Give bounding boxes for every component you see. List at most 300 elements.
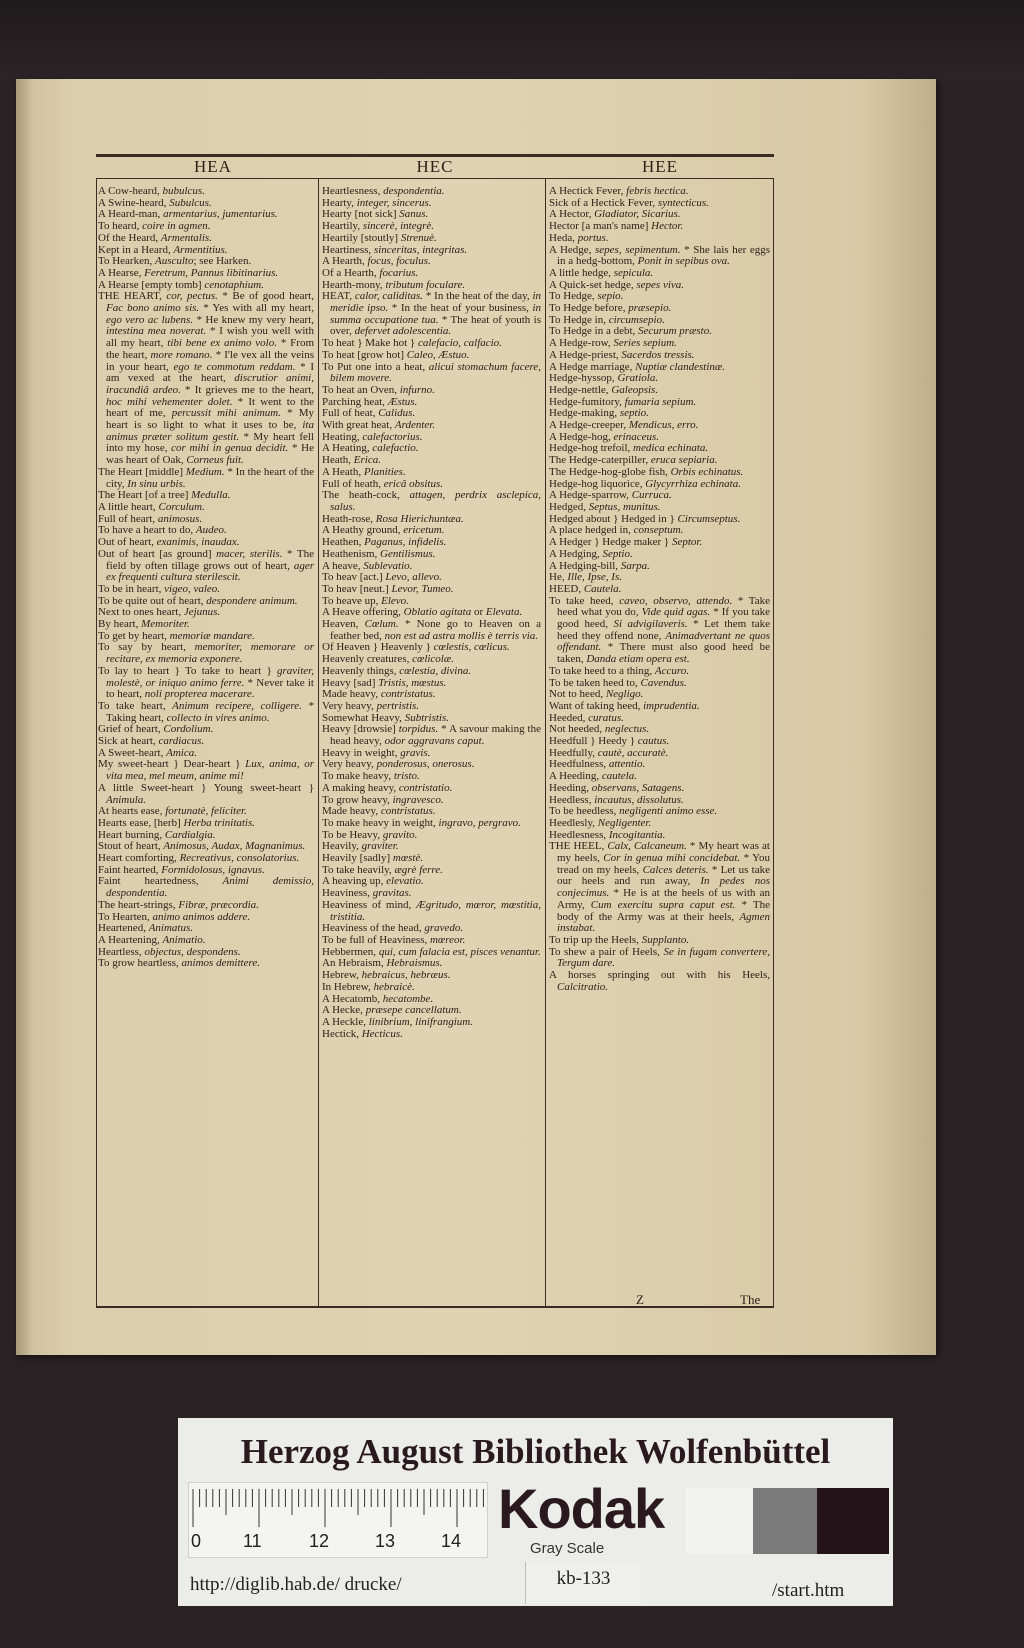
ruler-ticks [189, 1483, 487, 1533]
latin-gloss: Securum præsto. [638, 325, 712, 338]
latin-gloss: Subulcus. [169, 196, 212, 209]
latin-gloss: exanimis, inaudax. [156, 536, 240, 549]
latin-gloss: Animatio. [162, 934, 206, 946]
latin-gloss: Cardialgia. [164, 828, 216, 841]
english-headword: To lay to heart } To take to heart } [98, 664, 278, 677]
english-headword: Hearts ease, [herb] [98, 816, 184, 829]
english-headword: * In the heat of your business, [388, 302, 533, 315]
english-headword: * I'le vex all the veins in your heart, [106, 348, 315, 373]
english-headword: * Taking heart, [106, 699, 314, 724]
running-head-middle: HEC [416, 157, 454, 176]
latin-gloss: Lux, anima, or vita mea, mel meum, anime mi! [106, 758, 314, 783]
english-headword: To make heavy in weight, [322, 816, 439, 829]
english-headword: A little Sweet-heart } Young sweet-heart } [98, 781, 314, 794]
english-headword: Stout of heart, [98, 840, 164, 853]
column-right [549, 186, 770, 994]
english-headword: Kept in a Heard, [98, 243, 174, 256]
catchword: The [740, 1292, 761, 1307]
english-headword: A Heartening, [98, 934, 163, 946]
english-headword: A Quick-set hedge, [549, 278, 637, 291]
latin-gloss: Cordolium. [163, 723, 214, 736]
english-headword: A place hedged in, [549, 524, 634, 537]
latin-gloss: Si advigilaveris. [613, 618, 688, 631]
english-headword: Hearty [not sick] [322, 208, 400, 221]
latin-gloss: collecto in vires animo. [166, 711, 270, 724]
latin-gloss: Cautela. [583, 582, 622, 595]
column-left [98, 186, 314, 970]
english-headword: Heaviness of the head, [322, 922, 425, 935]
english-headword: Heartless, [98, 945, 145, 958]
latin-gloss: curatus. [588, 711, 624, 724]
dictionary-entry [98, 958, 314, 970]
english-headword: Heedfulness, [549, 758, 609, 771]
english-headword: Hedge-making, [549, 407, 620, 420]
english-headword: Heavy [sad] [322, 676, 379, 689]
english-headword: In Hebrew, [322, 980, 374, 993]
latin-gloss: tributum foculare. [385, 278, 466, 291]
latin-gloss: hecatombe. [382, 992, 434, 1005]
english-headword: To have a heart to do, [98, 524, 196, 537]
dictionary-entry [98, 759, 314, 782]
latin-gloss: syntecticus. [657, 196, 709, 209]
latin-gloss: Oblatio agitata [403, 606, 472, 619]
dictionary-entry [98, 783, 314, 806]
english-headword: * Let them take heed they offend none, [557, 618, 771, 642]
english-headword: A little hedge, [549, 266, 614, 279]
latin-gloss: percussit mihi animum. [171, 407, 281, 420]
english-headword: The Hedge-caterpiller, [549, 454, 651, 467]
latin-gloss: despondere animum. [206, 594, 298, 607]
english-headword: A Heath, [322, 465, 364, 478]
english-headword: Hedge-nettle, [549, 383, 612, 396]
latin-gloss: Incogitantia. [608, 828, 666, 841]
latin-gloss: odor aggravans caput. [384, 735, 485, 748]
english-headword: Heartened, [98, 922, 149, 935]
latin-gloss: præsepio. [628, 302, 672, 315]
latin-gloss: mœstè. [392, 852, 424, 865]
latin-gloss: ager ex frequenti cultura sterilescit. [106, 559, 314, 584]
latin-gloss: Medium. [185, 465, 225, 478]
latin-gloss: despondentia. [383, 185, 445, 197]
latin-gloss: Tristis, mœstus. [378, 676, 447, 689]
english-headword: A Cow-heard, [98, 185, 163, 197]
latin-gloss: Animatus. [148, 922, 194, 935]
latin-gloss: focus, foculus. [367, 255, 431, 268]
latin-gloss: Planities. [363, 465, 406, 478]
latin-gloss: Rosa Hierichuntæa. [375, 512, 464, 525]
latin-gloss: sinceritas, integritas. [373, 243, 468, 256]
latin-gloss: graviter. [361, 840, 399, 853]
english-headword: Hedge-fumitory, [549, 395, 625, 408]
latin-gloss: negligenti animo esse. [619, 805, 718, 818]
dictionary-entry [322, 900, 541, 923]
latin-gloss: Subtristis. [404, 711, 450, 724]
english-headword: A heave, [322, 559, 364, 572]
measurement-ruler [188, 1482, 488, 1558]
latin-gloss: sepes, sepimentum. [595, 243, 681, 256]
latin-gloss: Fibræ, præcordia. [178, 898, 259, 911]
latin-gloss: gravis. [400, 746, 431, 759]
latin-gloss: hebraicè. [373, 980, 415, 993]
latin-gloss: hebraicus, hebræus. [361, 969, 451, 982]
english-headword: A Hedging, [549, 547, 603, 560]
english-headword: A Hedge, [549, 243, 596, 256]
latin-gloss: tristo. [393, 770, 420, 783]
ruler-label: 13 [375, 1531, 396, 1551]
english-headword: Hearth-mony, [322, 278, 386, 291]
latin-gloss: Sacerdos tressis. [621, 348, 695, 361]
english-headword: Made heavy, [322, 688, 381, 701]
english-headword: Grief of heart, [98, 723, 164, 736]
latin-gloss: cardiacus. [158, 735, 205, 748]
english-headword: To be in heart, [98, 582, 165, 595]
latin-gloss: observans, Satagens. [591, 781, 685, 794]
english-headword: He, [549, 571, 568, 584]
english-headword: Heavy in weight, [322, 746, 401, 759]
latin-gloss: Animosus, Audax, Magnanimus. [163, 840, 306, 853]
latin-gloss: Corneus fuit. [186, 454, 244, 467]
latin-gloss: memoriter, memorare or recitare, ex memoria exponere. [106, 641, 314, 666]
english-headword: To be full of Heaviness, [322, 934, 430, 946]
english-headword: Heedlesness, [549, 828, 609, 841]
latin-gloss: gravitas. [372, 887, 412, 900]
latin-gloss: Strenuè. [400, 231, 437, 244]
english-headword: Heaven, [322, 618, 365, 631]
english-headword: or [471, 606, 486, 619]
english-headword: A heaving up, [322, 875, 387, 888]
latin-gloss: caveo, observo, attendo. [619, 594, 733, 607]
latin-gloss: Caleo, Æstuo. [406, 348, 470, 361]
english-headword: * In the heat of the day, [423, 290, 533, 303]
english-headword: To take heavily, [322, 863, 395, 876]
latin-gloss: defervet adolescentia. [354, 325, 452, 338]
english-headword: Heavily [sadly] [322, 852, 393, 865]
latin-gloss: cautè, accuratè. [597, 746, 669, 759]
latin-gloss: calefacio, calfacio. [417, 337, 502, 350]
english-headword: To make heavy, [322, 770, 394, 783]
latin-gloss: neglectus. [604, 723, 650, 736]
dictionary-entry [549, 970, 770, 993]
latin-gloss: ingravesco. [392, 793, 444, 806]
latin-gloss: Sublevatio. [363, 559, 413, 572]
english-headword: To Hedge in, [549, 313, 609, 326]
english-headword: Very heavy, [322, 699, 377, 712]
english-headword: To take heart, [98, 699, 173, 712]
english-headword: To get by heart, [98, 629, 170, 642]
dictionary-entry [322, 724, 541, 747]
latin-gloss: Circumseptus. [677, 512, 741, 525]
latin-gloss: sepicula. [613, 266, 654, 279]
latin-gloss: Gratiola. [617, 372, 659, 385]
latin-gloss: attagen, perdrix asclepica, salus. [330, 489, 541, 513]
ruler-label: 14 [441, 1531, 462, 1551]
english-headword: A Heard-man, [98, 208, 164, 221]
latin-gloss: fumaria sepium. [624, 395, 697, 408]
english-headword: * From the heart, [106, 337, 314, 361]
english-headword: Heda, [549, 231, 578, 244]
ruler-label: 0 [191, 1531, 202, 1551]
english-headword: * It grieves me to the heart, [180, 383, 315, 396]
gray-scale-caption: Gray Scale [530, 1540, 605, 1557]
latin-gloss: eruca sepiaria. [650, 454, 718, 467]
english-headword: An Hebraism, [322, 957, 387, 970]
latin-gloss: Audeo. [195, 524, 227, 537]
english-headword: To be quite out of heart, [98, 594, 207, 607]
latin-gloss: imprudentia. [643, 699, 700, 712]
english-headword: Heartily [stoutly] [322, 231, 401, 244]
english-headword: Full of heart, [98, 512, 158, 525]
english-headword: A Hedge-priest, [549, 348, 622, 361]
latin-gloss: Amica. [166, 746, 197, 759]
english-headword: A Hedger } Hedge maker } [549, 536, 672, 549]
english-headword: Very heavy, [322, 758, 377, 771]
english-headword: A Hedge-row, [549, 337, 614, 350]
latin-gloss: Se in fugam convertere, Tergum dare. [557, 945, 770, 970]
english-headword: To Hearken, [98, 255, 155, 268]
english-headword: Want of taking heed, [549, 699, 644, 712]
latin-gloss: contristatus. [380, 805, 436, 818]
latin-gloss: noli propterea macerare. [144, 688, 255, 701]
ruler-label: 12 [309, 1531, 330, 1551]
latin-gloss: conseptum. [633, 524, 684, 537]
dictionary-entry [549, 596, 770, 666]
latin-gloss: Recreativus, consolatorius. [179, 852, 300, 865]
latin-gloss: incautus, dissolutus. [594, 793, 684, 806]
gray-patch-white [686, 1488, 753, 1554]
header-rule [96, 178, 774, 179]
latin-gloss: graviter, molestè, or iniquo animo ferre. [106, 664, 314, 689]
english-headword: Out of heart [as ground] [98, 547, 217, 560]
latin-gloss: Danda etiam opera est. [586, 653, 690, 666]
dictionary-entry [322, 1029, 541, 1041]
english-headword: * The field by often tillage grows out of heart, [106, 547, 314, 572]
latin-gloss: portus. [577, 231, 609, 244]
dictionary-entry [322, 291, 541, 338]
latin-gloss: contristatus. [380, 688, 436, 701]
latin-gloss: præsepe cancellatum. [365, 1004, 462, 1017]
latin-gloss: ingravo, pergravo. [438, 816, 521, 829]
english-headword: At hearts ease, [98, 805, 166, 818]
latin-gloss: Mendicus, erro. [628, 419, 699, 432]
english-headword: A Swine-heard, [98, 196, 170, 209]
english-headword: Heath-rose, [322, 512, 376, 525]
english-headword: * Yes with all my heart, [199, 302, 314, 315]
english-headword: Hearty, [322, 196, 357, 209]
english-headword: Hedge-hyssop, [549, 372, 618, 385]
english-headword: To be heedless, [549, 805, 620, 818]
english-headword: Heating, [322, 430, 363, 443]
latin-gloss: Elevo. [381, 594, 409, 607]
latin-gloss: Calx, Calcaneum. [607, 840, 687, 853]
english-headword: * Never take it to heart, [106, 676, 314, 701]
latin-gloss: memoriæ mandare. [169, 629, 255, 642]
english-headword: Heart burning, [98, 828, 165, 841]
english-headword: A Sweet-heart, [98, 746, 167, 759]
latin-gloss: cor, pectus. [166, 290, 218, 303]
scan-background [0, 0, 1024, 80]
english-headword: To Put one into a heat, [322, 360, 429, 373]
dictionary-entry [98, 549, 314, 584]
latin-gloss: Gladiator, Sicarius. [594, 208, 681, 221]
latin-gloss: cenotaphium. [204, 278, 264, 291]
latin-gloss: ego te commotum reddam. [173, 360, 296, 373]
english-headword: * It went to the heart of me, [106, 395, 314, 420]
latin-gloss: Levo, allevo. [385, 571, 442, 584]
english-headword: Heaviness, [322, 887, 373, 900]
latin-gloss: ericetum. [403, 524, 445, 537]
english-headword: A Hedging-bill, [549, 559, 621, 572]
english-headword: A Heave offering, [322, 606, 404, 619]
latin-gloss: infurno. [399, 383, 435, 396]
signature-mark: Z [636, 1292, 644, 1307]
latin-gloss: Series sepium. [613, 337, 677, 350]
latin-gloss: Paganus, infidelis. [364, 536, 447, 549]
latin-gloss: cautela. [601, 770, 637, 783]
latin-gloss: gravedo. [424, 922, 464, 935]
latin-gloss: Ardenter. [394, 419, 436, 432]
latin-gloss: Animula. [106, 793, 147, 806]
english-headword: * I am vexed at the heart, [106, 360, 314, 385]
column-rule-left [96, 178, 97, 1306]
dictionary-entry [322, 490, 541, 513]
english-headword: Heavily, [322, 840, 362, 853]
english-headword: To heav [act.] [322, 571, 386, 584]
latin-gloss: Elevata. [485, 606, 523, 619]
english-headword: A Heathy ground, [322, 524, 404, 537]
english-headword: To heat an Oven, [322, 383, 400, 396]
latin-gloss: Animum recipere, colligere. [172, 699, 302, 712]
latin-gloss: Herba trinitatis. [183, 816, 256, 829]
latin-gloss: Septus, munitus. [588, 500, 661, 513]
page-gutter [16, 79, 34, 1355]
english-headword: Heeding, [549, 781, 592, 794]
english-headword: The heath-cock, [322, 489, 410, 502]
latin-gloss: cœlestia, divina. [399, 664, 472, 677]
latin-gloss: Nuptiæ clandestinæ. [635, 360, 725, 373]
latin-gloss: Animi demissio, despondentia. [106, 875, 314, 900]
english-headword: * He is at the heels of us with an Army, [557, 887, 770, 911]
latin-gloss: tibi bene ex animo volo. [167, 337, 277, 350]
english-headword: To Hedge, [549, 290, 598, 303]
english-headword: Hebrew, [322, 969, 362, 982]
dictionary-entry [549, 947, 770, 970]
latin-gloss: linibrium, linifrangium. [368, 1015, 473, 1028]
english-headword: A Hedge-sparrow, [549, 489, 632, 502]
ruler-label: 11 [243, 1531, 262, 1551]
english-headword: A Hedge-creeper, [549, 419, 629, 432]
english-headword: The heart-strings, [98, 898, 179, 911]
english-headword: * None go to Heaven on a feather bed, [330, 618, 541, 642]
english-headword: The Hedge-hog-globe fish, [549, 465, 671, 478]
latin-gloss: Ille, Ipse, Is. [567, 571, 623, 584]
latin-gloss: Calces deteris. [642, 863, 709, 876]
latin-gloss: discrutior animi, iracundiâ ardeo. [106, 372, 314, 396]
running-head-left: HEA [194, 157, 232, 176]
english-headword: To heav [neut.] [322, 582, 392, 595]
latin-gloss: Formidolosus, ignavus. [161, 863, 265, 876]
latin-gloss: more romano. [150, 348, 213, 361]
latin-gloss: sepes viva. [636, 278, 685, 291]
english-headword: My sweet-heart } Dear-heart } [98, 758, 246, 771]
latin-gloss: contristatio. [398, 781, 453, 794]
english-headword: By heart, [98, 618, 142, 631]
english-headword: To shew a pair of Heels, [549, 945, 664, 958]
english-headword: A Hecatomb, [322, 992, 383, 1005]
english-headword: HEED, [549, 582, 584, 595]
english-headword: Heeded, [549, 711, 589, 724]
column-middle [322, 186, 541, 1040]
latin-gloss: calefactorius. [362, 430, 423, 443]
column-rule-right [773, 178, 774, 1306]
english-headword: * My heart is so light to what it uses to be, [106, 407, 314, 432]
latin-gloss: Fac bono animo sis. [106, 302, 200, 315]
latin-gloss: ita animus præter solitum gestit. [106, 419, 314, 443]
english-headword: Hedged about } Hedged in } [549, 512, 678, 525]
dictionary-entry [98, 291, 314, 467]
english-headword: HEAT, [322, 290, 355, 303]
english-headword: Heavy [drowsie] [322, 723, 399, 736]
latin-gloss: Ægritudo, mœror, mœstitia, tristitia. [330, 898, 541, 923]
english-headword: Hebbermen, [322, 945, 379, 958]
english-headword: A little heart, [98, 500, 159, 513]
latin-gloss: objectus, despondens. [144, 945, 241, 958]
english-headword: Heaviness of mind, [322, 898, 417, 911]
english-headword: Hectick, [322, 1027, 362, 1040]
latin-gloss: Armentitius. [173, 243, 228, 256]
library-color-card [178, 1418, 893, 1606]
kodak-logo: Kodak [498, 1477, 665, 1540]
english-headword: To Hedge before, [549, 302, 629, 315]
latin-gloss: ponderosus, onerosus. [376, 758, 475, 771]
english-headword: A Hearse, [98, 266, 145, 279]
english-headword: Heedless, [549, 793, 595, 806]
english-headword: THE HEART, [98, 290, 167, 303]
dictionary-entry [322, 362, 541, 385]
latin-gloss: Calidus. [378, 407, 416, 420]
latin-gloss: Curruca. [631, 489, 672, 502]
latin-gloss: animos demittere. [181, 957, 260, 970]
latin-gloss: Corculum. [158, 500, 205, 513]
latin-gloss: Accuro. [654, 664, 689, 677]
latin-gloss: Memoriter. [141, 618, 190, 631]
latin-gloss: In sinu urbis. [127, 477, 186, 490]
english-headword: A horses springing out with his Heels, [549, 969, 770, 982]
latin-gloss: Cavendus. [640, 676, 687, 689]
english-headword: Heartily, [322, 220, 363, 233]
column-rule-1 [318, 178, 319, 1306]
dictionary-entry [549, 245, 770, 268]
english-headword: To Hearten, [98, 910, 153, 923]
latin-gloss: hoc mihi vehementer dolet. [106, 395, 233, 408]
english-headword: A Hearth, [322, 255, 368, 268]
latin-gloss: cor mihi in genua decidit. [171, 442, 289, 455]
latin-gloss: Sanus. [399, 208, 429, 221]
dictionary-entry [98, 876, 314, 899]
english-headword: * There must also good heed be taken, [557, 641, 770, 666]
english-headword: Faint heartedness, [98, 875, 223, 888]
english-headword: * He was heart of Oak, [106, 442, 315, 467]
digital-library-url: http://diglib.hab.de/ drucke/ [190, 1574, 402, 1595]
latin-gloss: qui, cum falacia est, pisces venantur. [378, 945, 541, 958]
english-headword: Of a Hearth, [322, 266, 380, 279]
english-headword: Heavenly things, [322, 664, 400, 677]
latin-gloss: gravito. [382, 828, 418, 841]
dictionary-entry [98, 642, 314, 665]
english-headword: To grow heartless, [98, 957, 182, 970]
english-headword: * He knew my very heart, [193, 313, 314, 326]
dictionary-entry [549, 841, 770, 935]
english-headword: Made heavy, [322, 805, 381, 818]
